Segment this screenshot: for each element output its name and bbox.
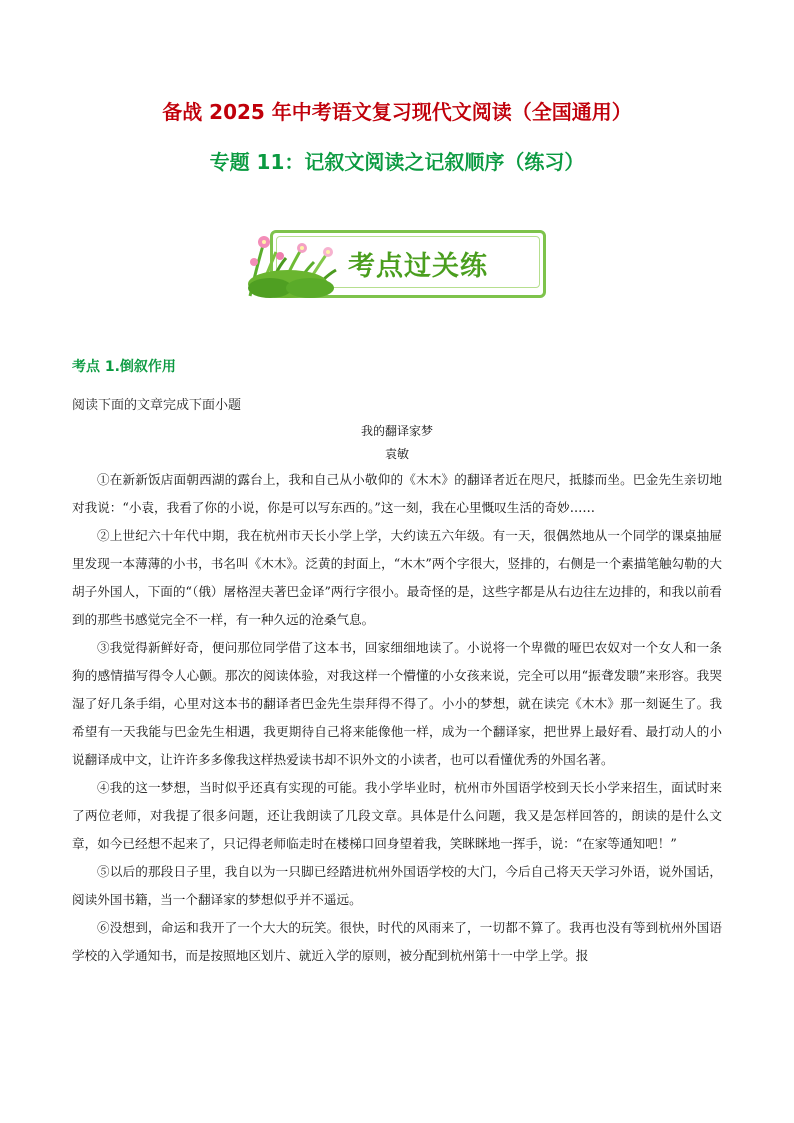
paragraph: ⑥没想到，命运和我开了一个大大的玩笑。很快，时代的风雨来了，一切都不算了。我再也没有等到杭州外国语学校的入学通知书，而是按照地区划片、就近入学的原则，被分配到杭州第十一中学上学。报 (72, 920, 722, 963)
article-title: 我的翻译家梦 (360, 424, 433, 438)
paragraph: ⑤以后的那段日子里，我自以为一只脚已经踏进杭州外国语学校的大门，今后自己将天天学习外语，说外国话，阅读外国书籍，当一个翻译家的梦想似乎并不遥远。 (72, 864, 722, 907)
banner-label: 考点过关练 (348, 251, 488, 282)
flower-grass-illustration (240, 222, 350, 300)
section-banner (240, 222, 550, 300)
instruction-text: 阅读下面的文章完成下面小题 (72, 398, 242, 413)
paragraph: ③我觉得新鲜好奇，便问那位同学借了这本书，回家细细地读了。小说将一个卑微的哑巴农奴对一个女人和一条狗的感情描写得令人心颤。那次的阅读体验，对我这样一个懵懂的小女孩来说，完全可以用“振聋发聩”来形容。我哭湿了好几条手绢，心里对这本书的翻译者巴金先生崇拜得不得了。小小的梦想，就在读完《木木》那一刻诞生了。我希望有一天我能与巴金先生相遇，我更期待自己将来能像他一样，成为一个翻译家，把世界上最好看、最打动人的小说翻译成中文，让许许多多像我这样热爱读书却不识外文的小读者，也可以看懂优秀的外国名著。 (72, 640, 722, 767)
article-body (72, 466, 722, 970)
document-title: 备战 2025 年中考语文复习现代文阅读（全国通用） (162, 100, 632, 124)
paragraph: ④我的这一梦想，当时似乎还真有实现的可能。我小学毕业时，杭州市外国语学校到天长小学来招生，面试时来了两位老师，对我提了很多问题，还让我朗读了几段文章。具体是什么问题，我又是怎样回答的，朗读的是什么文章，如今已经想不起来了，只记得老师临走时在楼梯口回身望着我，笑眯眯地一挥手，说：“在家等通知吧！” (72, 780, 722, 851)
document-subtitle: 专题 11：记叙文阅读之记叙顺序（练习） (209, 150, 585, 174)
section-heading: 考点 1.倒叙作用 (72, 359, 176, 375)
paragraph: ②上世纪六十年代中期，我在杭州市天长小学上学，大约读五六年级。有一天，很偶然地从一个同学的课桌抽屉里发现一本薄薄的小书，书名叫《木木》。泛黄的封面上，“木木”两个字很大，竖排的，右侧是一个素描笔触勾勒的大胡子外国人，下面的“（俄）屠格涅夫著巴金译”两行字很小。最奇怪的是，这些字都是从右边往左边排的，和我以前看到的那些书感觉完全不一样，有一种久远的沧桑气息。 (72, 528, 722, 627)
article-author: 袁敏 (384, 447, 409, 461)
paragraph: ①在新新饭店面朝西湖的露台上，我和自己从小敬仰的《木木》的翻译者近在咫尺，抵膝而坐。巴金先生亲切地对我说：“小袁，我看了你的小说，你是可以写东西的。”这一刻，我在心里慨叹生活的奇妙…… (72, 472, 722, 515)
